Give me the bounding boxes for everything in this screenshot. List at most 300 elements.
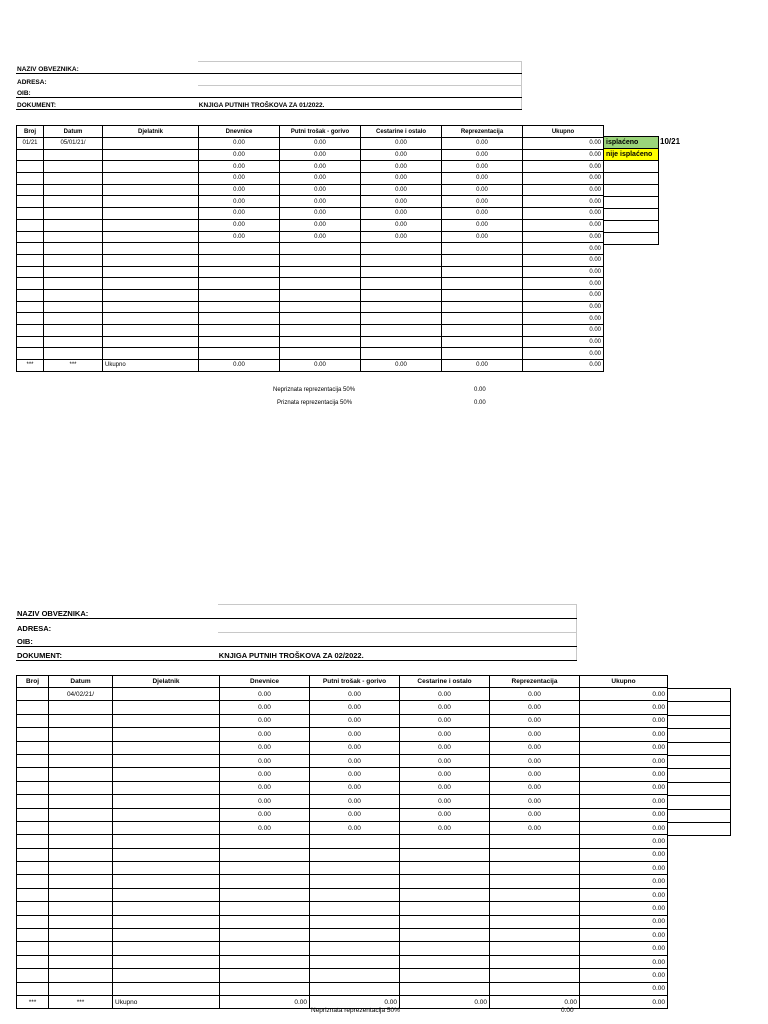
cell-djelatnik[interactable] bbox=[113, 915, 220, 928]
cell-cestarine[interactable] bbox=[400, 969, 490, 982]
cell-djelatnik[interactable] bbox=[113, 929, 220, 942]
cell-cestarine[interactable]: 0.00 bbox=[400, 714, 490, 727]
total-cestarine: 0.00 bbox=[361, 360, 442, 372]
cell-cestarine[interactable]: 0.00 bbox=[361, 149, 442, 161]
cell-broj[interactable] bbox=[17, 969, 49, 982]
cell-reprezentacija[interactable] bbox=[490, 848, 580, 861]
cell-dnevnice[interactable]: 0.00 bbox=[199, 231, 280, 243]
cell-cestarine[interactable]: 0.00 bbox=[361, 208, 442, 220]
total-label: Ukupno bbox=[113, 995, 220, 1008]
cell-reprezentacija[interactable]: 0.00 bbox=[490, 728, 580, 741]
cell-reprezentacija[interactable]: 0.00 bbox=[442, 196, 523, 208]
cell-djelatnik[interactable] bbox=[113, 942, 220, 955]
cell-gorivo[interactable]: 0.00 bbox=[310, 728, 400, 741]
col-ukupno-header: Ukupno bbox=[580, 676, 668, 688]
cell-broj[interactable] bbox=[17, 862, 49, 875]
col-reprezentacija-header: Reprezentacija bbox=[442, 126, 523, 138]
cell-gorivo[interactable]: 0.00 bbox=[280, 149, 361, 161]
table-row bbox=[17, 768, 668, 781]
cell-ukupno: 0.00 bbox=[580, 848, 668, 861]
table-row bbox=[17, 835, 668, 848]
status-empty[interactable] bbox=[668, 729, 731, 742]
cell-reprezentacija[interactable]: 0.00 bbox=[442, 231, 523, 243]
status-period: 10/21 bbox=[660, 137, 681, 146]
cell-reprezentacija[interactable] bbox=[490, 955, 580, 968]
cell-datum[interactable] bbox=[49, 955, 113, 968]
cell-ukupno: 0.00 bbox=[580, 942, 668, 955]
cell-broj[interactable] bbox=[17, 795, 49, 808]
cell-reprezentacija[interactable] bbox=[490, 835, 580, 848]
cell-cestarine[interactable] bbox=[400, 915, 490, 928]
cell-ukupno: 0.00 bbox=[580, 875, 668, 888]
cell-datum[interactable] bbox=[49, 848, 113, 861]
total-datum: *** bbox=[49, 995, 113, 1008]
cell-dnevnice[interactable] bbox=[220, 942, 310, 955]
cell-ukupno: 0.00 bbox=[580, 714, 668, 727]
cell-broj[interactable] bbox=[17, 808, 49, 821]
cell-broj[interactable] bbox=[17, 848, 49, 861]
cell-cestarine[interactable] bbox=[400, 955, 490, 968]
cell-datum[interactable] bbox=[49, 982, 113, 995]
cell-dnevnice[interactable]: 0.00 bbox=[220, 795, 310, 808]
cell-broj[interactable] bbox=[17, 875, 49, 888]
cell-reprezentacija[interactable] bbox=[490, 942, 580, 955]
cell-cestarine[interactable]: 0.00 bbox=[400, 808, 490, 821]
status-empty[interactable] bbox=[668, 809, 731, 822]
col-ukupno-header: Ukupno bbox=[523, 126, 604, 138]
cell-djelatnik[interactable] bbox=[113, 835, 220, 848]
cell-djelatnik[interactable] bbox=[113, 795, 220, 808]
col-gorivo-header: Putni trošak - gorivo bbox=[280, 126, 361, 138]
cell-cestarine[interactable]: 0.00 bbox=[361, 161, 442, 173]
cell-djelatnik[interactable] bbox=[113, 754, 220, 767]
cell-datum[interactable] bbox=[49, 768, 113, 781]
cell-ukupno: 0.00 bbox=[580, 982, 668, 995]
cell-reprezentacija[interactable] bbox=[490, 969, 580, 982]
cell-reprezentacija[interactable]: 0.00 bbox=[442, 138, 523, 150]
table-row bbox=[17, 714, 668, 727]
cell-ukupno: 0.00 bbox=[523, 266, 604, 278]
col-datum-header: Datum bbox=[44, 126, 103, 138]
cell-djelatnik[interactable] bbox=[113, 714, 220, 727]
cell-gorivo[interactable]: 0.00 bbox=[310, 781, 400, 794]
cell-datum[interactable] bbox=[49, 701, 113, 714]
cell-gorivo[interactable]: 0.00 bbox=[310, 768, 400, 781]
status-empty[interactable] bbox=[668, 782, 731, 795]
total-dnevnice: 0.00 bbox=[199, 360, 280, 372]
cell-djelatnik[interactable] bbox=[113, 808, 220, 821]
total-reprezentacija: 0.00 bbox=[490, 995, 580, 1008]
cell-dnevnice[interactable]: 0.00 bbox=[220, 688, 310, 701]
status-empty[interactable] bbox=[668, 755, 731, 768]
cell-ukupno: 0.00 bbox=[580, 902, 668, 915]
cell-ukupno: 0.00 bbox=[580, 728, 668, 741]
cell-dnevnice[interactable] bbox=[220, 848, 310, 861]
total-reprezentacija: 0.00 bbox=[442, 360, 523, 372]
cell-reprezentacija[interactable]: 0.00 bbox=[442, 149, 523, 161]
cell-cestarine[interactable] bbox=[400, 848, 490, 861]
status-empty[interactable] bbox=[668, 702, 731, 715]
cell-gorivo[interactable]: 0.00 bbox=[280, 231, 361, 243]
table-row bbox=[17, 821, 668, 834]
cell-reprezentacija[interactable]: 0.00 bbox=[442, 208, 523, 220]
cell-reprezentacija[interactable] bbox=[490, 915, 580, 928]
cell-reprezentacija[interactable]: 0.00 bbox=[442, 161, 523, 173]
cell-cestarine[interactable] bbox=[400, 929, 490, 942]
col-gorivo-header: Putni trošak - gorivo bbox=[310, 676, 400, 688]
cell-cestarine[interactable] bbox=[400, 942, 490, 955]
cell-dnevnice[interactable]: 0.00 bbox=[220, 728, 310, 741]
cell-ukupno: 0.00 bbox=[523, 196, 604, 208]
cell-reprezentacija[interactable] bbox=[490, 875, 580, 888]
cell-gorivo[interactable] bbox=[310, 969, 400, 982]
cell-broj[interactable] bbox=[17, 982, 49, 995]
cell-gorivo[interactable] bbox=[310, 848, 400, 861]
col-broj-header: Broj bbox=[17, 126, 44, 138]
cell-datum[interactable] bbox=[49, 888, 113, 901]
status-empty[interactable] bbox=[668, 689, 731, 702]
cell-djelatnik[interactable] bbox=[113, 688, 220, 701]
col-datum-header: Datum bbox=[49, 676, 113, 688]
status-empty[interactable] bbox=[668, 742, 731, 755]
cell-datum[interactable] bbox=[49, 754, 113, 767]
cell-dnevnice[interactable]: 0.00 bbox=[220, 701, 310, 714]
cell-gorivo[interactable]: 0.00 bbox=[280, 161, 361, 173]
cell-reprezentacija[interactable]: 0.00 bbox=[490, 688, 580, 701]
col-djelatnik-header: Djelatnik bbox=[113, 676, 220, 688]
table-row bbox=[17, 875, 668, 888]
cell-cestarine[interactable]: 0.00 bbox=[400, 781, 490, 794]
cell-cestarine[interactable]: 0.00 bbox=[400, 741, 490, 754]
cell-broj[interactable] bbox=[17, 915, 49, 928]
table-row bbox=[17, 862, 668, 875]
cell-djelatnik[interactable] bbox=[113, 982, 220, 995]
cell-datum[interactable] bbox=[49, 942, 113, 955]
cell-djelatnik[interactable] bbox=[113, 821, 220, 834]
cell-dnevnice[interactable]: 0.00 bbox=[220, 781, 310, 794]
cell-cestarine[interactable]: 0.00 bbox=[400, 701, 490, 714]
cell-dnevnice[interactable]: 0.00 bbox=[199, 196, 280, 208]
cell-gorivo[interactable]: 0.00 bbox=[280, 219, 361, 231]
cell-cestarine[interactable]: 0.00 bbox=[361, 138, 442, 150]
cell-djelatnik[interactable] bbox=[113, 728, 220, 741]
table-row bbox=[17, 795, 668, 808]
expense-table bbox=[16, 675, 668, 1009]
cell-reprezentacija[interactable] bbox=[490, 982, 580, 995]
oib-label: OIB: bbox=[16, 633, 218, 647]
cell-djelatnik[interactable] bbox=[113, 969, 220, 982]
cell-cestarine[interactable]: 0.00 bbox=[361, 173, 442, 185]
cell-gorivo[interactable]: 0.00 bbox=[280, 173, 361, 185]
cell-gorivo[interactable]: 0.00 bbox=[310, 688, 400, 701]
status-not-paid[interactable]: nije isplaćeno bbox=[604, 149, 659, 161]
table-row bbox=[17, 848, 668, 861]
unrecognized-representation-label: Nepriznata reprezentacija 50% bbox=[273, 387, 356, 393]
cell-datum[interactable]: 04/02/21/ bbox=[49, 688, 113, 701]
cell-datum[interactable] bbox=[49, 714, 113, 727]
cell-ukupno: 0.00 bbox=[523, 348, 604, 360]
col-dnevnice-header: Dnevnice bbox=[199, 126, 280, 138]
cell-dnevnice[interactable]: 0.00 bbox=[199, 184, 280, 196]
cell-gorivo[interactable] bbox=[310, 862, 400, 875]
cell-gorivo[interactable] bbox=[310, 982, 400, 995]
dokument-value: KNJIGA PUTNIH TROŠKOVA ZA 01/2022. bbox=[198, 98, 522, 110]
status-empty[interactable] bbox=[668, 822, 731, 835]
total-broj: *** bbox=[17, 360, 44, 372]
cell-dnevnice[interactable] bbox=[220, 982, 310, 995]
cell-broj[interactable] bbox=[17, 701, 49, 714]
cell-gorivo[interactable] bbox=[310, 875, 400, 888]
cell-cestarine[interactable]: 0.00 bbox=[400, 754, 490, 767]
cell-ukupno: 0.00 bbox=[580, 915, 668, 928]
cell-gorivo[interactable]: 0.00 bbox=[310, 795, 400, 808]
cell-cestarine[interactable]: 0.00 bbox=[361, 184, 442, 196]
cell-dnevnice[interactable] bbox=[220, 902, 310, 915]
cell-gorivo[interactable]: 0.00 bbox=[280, 184, 361, 196]
cell-ukupno: 0.00 bbox=[580, 808, 668, 821]
adresa-value[interactable] bbox=[218, 619, 577, 633]
cell-dnevnice[interactable]: 0.00 bbox=[220, 754, 310, 767]
total-datum: *** bbox=[44, 360, 103, 372]
dokument-label: DOKUMENT: bbox=[16, 647, 218, 661]
cell-djelatnik[interactable] bbox=[113, 701, 220, 714]
cell-broj[interactable] bbox=[17, 902, 49, 915]
cell-ukupno: 0.00 bbox=[580, 754, 668, 767]
cell-cestarine[interactable]: 0.00 bbox=[361, 219, 442, 231]
cell-broj[interactable] bbox=[17, 835, 49, 848]
cell-reprezentacija[interactable]: 0.00 bbox=[490, 741, 580, 754]
table-row bbox=[17, 741, 668, 754]
cell-gorivo[interactable] bbox=[310, 835, 400, 848]
cell-gorivo[interactable]: 0.00 bbox=[310, 714, 400, 727]
cell-dnevnice[interactable] bbox=[220, 875, 310, 888]
table-row bbox=[17, 888, 668, 901]
cell-gorivo[interactable]: 0.00 bbox=[310, 741, 400, 754]
cell-djelatnik[interactable] bbox=[113, 781, 220, 794]
cell-reprezentacija[interactable]: 0.00 bbox=[490, 781, 580, 794]
cell-cestarine[interactable]: 0.00 bbox=[361, 231, 442, 243]
cell-ukupno: 0.00 bbox=[580, 969, 668, 982]
cell-datum[interactable]: 05/01/21/ bbox=[44, 138, 103, 150]
col-cestarine-header: Cestarine i ostalo bbox=[361, 126, 442, 138]
table-row bbox=[17, 701, 668, 714]
payment-status bbox=[667, 688, 731, 836]
table-row bbox=[17, 728, 668, 741]
cell-gorivo[interactable]: 0.00 bbox=[280, 196, 361, 208]
cell-datum[interactable] bbox=[49, 969, 113, 982]
cell-reprezentacija[interactable]: 0.00 bbox=[490, 701, 580, 714]
cell-broj[interactable] bbox=[17, 888, 49, 901]
cell-dnevnice[interactable]: 0.00 bbox=[220, 714, 310, 727]
cell-djelatnik[interactable] bbox=[113, 955, 220, 968]
cell-cestarine[interactable] bbox=[400, 888, 490, 901]
cell-broj[interactable] bbox=[17, 754, 49, 767]
cell-reprezentacija[interactable]: 0.00 bbox=[490, 808, 580, 821]
cell-reprezentacija[interactable]: 0.00 bbox=[490, 821, 580, 834]
cell-gorivo[interactable]: 0.00 bbox=[310, 808, 400, 821]
cell-djelatnik[interactable] bbox=[113, 862, 220, 875]
cell-cestarine[interactable] bbox=[400, 902, 490, 915]
cell-broj[interactable] bbox=[17, 688, 49, 701]
cell-ukupno: 0.00 bbox=[523, 336, 604, 348]
cell-reprezentacija[interactable]: 0.00 bbox=[490, 714, 580, 727]
cell-cestarine[interactable] bbox=[400, 982, 490, 995]
cell-gorivo[interactable]: 0.00 bbox=[310, 701, 400, 714]
cell-dnevnice[interactable] bbox=[220, 915, 310, 928]
cell-cestarine[interactable] bbox=[400, 835, 490, 848]
table-row bbox=[17, 969, 668, 982]
cell-broj[interactable] bbox=[17, 929, 49, 942]
cell-dnevnice[interactable] bbox=[220, 929, 310, 942]
cell-broj[interactable] bbox=[17, 768, 49, 781]
table-row bbox=[17, 688, 668, 701]
table-row bbox=[17, 902, 668, 915]
cell-reprezentacija[interactable]: 0.00 bbox=[490, 754, 580, 767]
col-dnevnice-header: Dnevnice bbox=[220, 676, 310, 688]
table-row bbox=[17, 955, 668, 968]
cell-broj[interactable]: 01/21 bbox=[17, 138, 44, 150]
cell-broj[interactable] bbox=[17, 781, 49, 794]
cell-dnevnice[interactable]: 0.00 bbox=[199, 138, 280, 150]
naziv-label: NAZIV OBVEZNIKA: bbox=[16, 62, 198, 74]
adresa-label: ADRESA: bbox=[17, 623, 52, 633]
cell-dnevnice[interactable]: 0.00 bbox=[220, 821, 310, 834]
cell-dnevnice[interactable]: 0.00 bbox=[220, 741, 310, 754]
cell-ukupno: 0.00 bbox=[580, 835, 668, 848]
cell-reprezentacija[interactable] bbox=[490, 862, 580, 875]
cell-dnevnice[interactable] bbox=[220, 955, 310, 968]
cell-cestarine[interactable]: 0.00 bbox=[361, 196, 442, 208]
cell-datum[interactable] bbox=[49, 875, 113, 888]
cell-gorivo[interactable] bbox=[310, 942, 400, 955]
cell-djelatnik[interactable] bbox=[113, 888, 220, 901]
table-row bbox=[17, 929, 668, 942]
cell-dnevnice[interactable]: 0.00 bbox=[220, 768, 310, 781]
cell-djelatnik[interactable] bbox=[113, 768, 220, 781]
cell-ukupno: 0.00 bbox=[580, 795, 668, 808]
recognized-representation-label: Priznata reprezentacija 50% bbox=[277, 400, 353, 406]
cell-dnevnice[interactable] bbox=[220, 888, 310, 901]
cell-reprezentacija[interactable]: 0.00 bbox=[442, 219, 523, 231]
cell-gorivo[interactable]: 0.00 bbox=[310, 754, 400, 767]
table-row bbox=[17, 754, 668, 767]
cell-ukupno: 0.00 bbox=[580, 821, 668, 834]
table-row bbox=[17, 982, 668, 995]
cell-cestarine[interactable] bbox=[400, 875, 490, 888]
cell-datum[interactable] bbox=[49, 808, 113, 821]
cell-ukupno: 0.00 bbox=[580, 929, 668, 942]
naziv-value[interactable] bbox=[218, 605, 577, 619]
cell-ukupno: 0.00 bbox=[523, 138, 604, 150]
cell-broj[interactable] bbox=[17, 942, 49, 955]
status-empty[interactable] bbox=[668, 796, 731, 809]
status-empty[interactable] bbox=[668, 715, 731, 728]
cell-ukupno: 0.00 bbox=[580, 688, 668, 701]
cell-reprezentacija[interactable] bbox=[490, 902, 580, 915]
cell-djelatnik[interactable] bbox=[113, 741, 220, 754]
cell-broj[interactable] bbox=[17, 821, 49, 834]
cell-datum[interactable] bbox=[49, 929, 113, 942]
cell-ukupno: 0.00 bbox=[523, 231, 604, 243]
cell-dnevnice[interactable]: 0.00 bbox=[199, 149, 280, 161]
cell-broj[interactable] bbox=[17, 741, 49, 754]
cell-ukupno: 0.00 bbox=[523, 301, 604, 313]
cell-gorivo[interactable] bbox=[310, 915, 400, 928]
cell-dnevnice[interactable]: 0.00 bbox=[220, 808, 310, 821]
cell-dnevnice[interactable] bbox=[220, 862, 310, 875]
status-paid[interactable]: isplaćeno bbox=[604, 137, 659, 149]
cell-gorivo[interactable] bbox=[310, 902, 400, 915]
cell-djelatnik[interactable] bbox=[113, 902, 220, 915]
cell-dnevnice[interactable]: 0.00 bbox=[199, 173, 280, 185]
cell-ukupno: 0.00 bbox=[523, 313, 604, 325]
cell-datum[interactable] bbox=[49, 741, 113, 754]
oib-value[interactable] bbox=[218, 633, 577, 647]
cell-datum[interactable] bbox=[49, 821, 113, 834]
cell-djelatnik[interactable] bbox=[113, 848, 220, 861]
cell-reprezentacija[interactable]: 0.00 bbox=[490, 795, 580, 808]
cell-cestarine[interactable] bbox=[400, 862, 490, 875]
cell-gorivo[interactable] bbox=[310, 929, 400, 942]
cell-cestarine[interactable]: 0.00 bbox=[400, 688, 490, 701]
cell-reprezentacija[interactable]: 0.00 bbox=[442, 184, 523, 196]
col-reprezentacija-header: Reprezentacija bbox=[490, 676, 580, 688]
cell-gorivo[interactable]: 0.00 bbox=[280, 208, 361, 220]
cell-reprezentacija[interactable] bbox=[490, 929, 580, 942]
total-dnevnice: 0.00 bbox=[220, 995, 310, 1008]
cell-datum[interactable] bbox=[49, 902, 113, 915]
cell-datum[interactable] bbox=[49, 835, 113, 848]
cell-ukupno: 0.00 bbox=[523, 325, 604, 337]
cell-broj[interactable] bbox=[17, 714, 49, 727]
cell-gorivo[interactable] bbox=[310, 888, 400, 901]
cell-datum[interactable] bbox=[49, 862, 113, 875]
oib-label: OIB: bbox=[16, 86, 198, 98]
total-gorivo: 0.00 bbox=[310, 995, 400, 1008]
cell-dnevnice[interactable]: 0.00 bbox=[199, 161, 280, 173]
col-cestarine-header: Cestarine i ostalo bbox=[400, 676, 490, 688]
cell-dnevnice[interactable]: 0.00 bbox=[199, 208, 280, 220]
cell-datum[interactable] bbox=[49, 795, 113, 808]
cell-reprezentacija[interactable] bbox=[490, 888, 580, 901]
cell-gorivo[interactable]: 0.00 bbox=[280, 138, 361, 150]
cell-ukupno: 0.00 bbox=[580, 768, 668, 781]
cell-cestarine[interactable]: 0.00 bbox=[400, 768, 490, 781]
cell-datum[interactable] bbox=[49, 781, 113, 794]
cell-datum[interactable] bbox=[49, 915, 113, 928]
cell-broj[interactable] bbox=[17, 728, 49, 741]
cell-dnevnice[interactable] bbox=[220, 835, 310, 848]
cell-cestarine[interactable]: 0.00 bbox=[400, 795, 490, 808]
adresa-label: ADRESA: bbox=[17, 78, 47, 86]
cell-reprezentacija[interactable]: 0.00 bbox=[490, 768, 580, 781]
cell-gorivo[interactable] bbox=[310, 955, 400, 968]
table-row bbox=[17, 781, 668, 794]
cell-djelatnik[interactable] bbox=[113, 875, 220, 888]
cell-ukupno: 0.00 bbox=[580, 862, 668, 875]
cell-dnevnice[interactable]: 0.00 bbox=[199, 219, 280, 231]
cell-gorivo[interactable]: 0.00 bbox=[310, 821, 400, 834]
cell-broj[interactable] bbox=[17, 955, 49, 968]
cell-cestarine[interactable]: 0.00 bbox=[400, 821, 490, 834]
cell-ukupno: 0.00 bbox=[523, 184, 604, 196]
cell-ukupno: 0.00 bbox=[523, 219, 604, 231]
cell-reprezentacija[interactable]: 0.00 bbox=[442, 173, 523, 185]
status-empty[interactable] bbox=[668, 769, 731, 782]
cell-dnevnice[interactable] bbox=[220, 969, 310, 982]
cell-datum[interactable] bbox=[49, 728, 113, 741]
cell-cestarine[interactable]: 0.00 bbox=[400, 728, 490, 741]
